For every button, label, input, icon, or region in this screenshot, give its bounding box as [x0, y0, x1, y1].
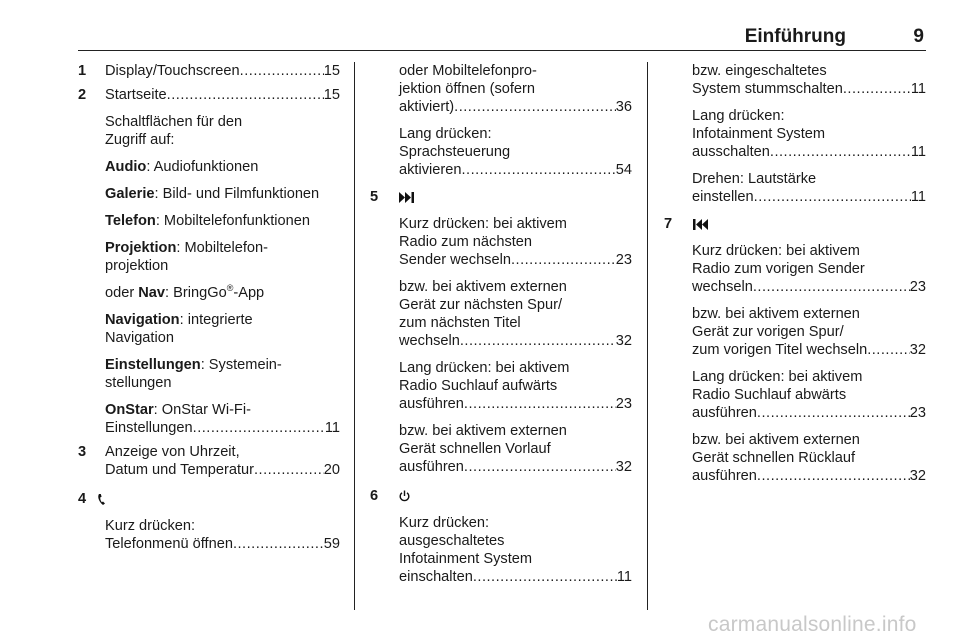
- entry-6: 6 Kurz drücken: ausgeschaltetes Infotainment System einschalten ..... 11: [370, 487, 632, 586]
- function-audio: Audio: Audiofunktionen: [105, 159, 259, 175]
- page-ref[interactable]: 54: [615, 162, 632, 178]
- entry-number: 3: [78, 444, 87, 460]
- index-line: ausführen ..... 32: [399, 458, 632, 476]
- function-galerie: Galerie: Bild- und Filmfunktionen: [105, 186, 320, 202]
- entry-6-continued: bzw. eingeschaltetes System stummschalten ..... 11 Lang drücken: Infotainment System ausschalten ..... 11 Drehen: Lautstärke einstellen ..... 11: [664, 62, 926, 206]
- index-line: System stummschalten ..... 11: [692, 80, 926, 98]
- next-track-icon: [399, 188, 415, 203]
- page-ref[interactable]: 23: [909, 279, 926, 295]
- page-ref[interactable]: 23: [909, 405, 926, 421]
- page-header: [78, 28, 926, 51]
- page-ref[interactable]: 32: [909, 342, 926, 358]
- page-ref[interactable]: 36: [615, 99, 632, 115]
- entry-number: 5: [370, 189, 379, 205]
- entry-5: 5 Kurz drücken: bei aktivem Radio zum nächsten Sender wechseln ..... 23 bzw. bei aktivem externen Gerät zur nächsten Spur/ zum nächsten Titel wechseln ..... 32 Lang drücken: bei aktivem Radio Suchlauf aufwärts ausführen ..... 23 bzw. bei aktivem externen Gerät schnellen Vorlauf ausführen ..... 32: [370, 188, 632, 476]
- page-ref[interactable]: 32: [909, 468, 926, 484]
- index-line: Telefonmenü öffnen ..... 59: [105, 535, 340, 553]
- index-line: aktivieren ..... 54: [399, 161, 632, 179]
- page-ref[interactable]: 11: [324, 420, 340, 436]
- index-line: Sender wechseln ..... 23: [399, 251, 632, 269]
- entry-number: 7: [664, 216, 673, 232]
- watermark: carmanualsonline.info: [708, 613, 917, 636]
- index-line: wechseln ..... 23: [692, 278, 926, 296]
- entry-2: 2 Startseite ..... 15 Schaltflächen für den Zugriff auf: Audio: Audiofunktionen Galerie: Bild- und Filmfunktionen Telefon: Mobiltelefonfunktionen Projektion: Mobiltelefon- projektion oder Nav: BringGo®-App Navigation: integrierte Navigation Einstellungen: Systemein- stellungen OnStar: OnStar Wi-Fi- Einstellungen ..... 11: [78, 86, 340, 437]
- index-line: aktiviert) ..... 36: [399, 98, 632, 116]
- power-icon: [399, 487, 410, 502]
- entry-7: 7 Kurz drücken: bei aktivem Radio zum vorigen Sender wechseln ..... 23 bzw. bei aktivem externen Gerät zur vorigen Spur/ zum vorigen Titel wechseln ..... 32 Lang drücken: bei aktivem Radio Suchlauf abwärts ausführen ..... 23 bzw. bei aktivem externen Gerät schnellen Rücklauf ausführen ..... 32: [664, 215, 926, 485]
- index-line: Startseite ..... 15: [105, 86, 340, 104]
- phone-icon: [97, 490, 107, 506]
- column-2: [370, 62, 632, 586]
- index-line: einstellen ..... 11: [692, 188, 926, 206]
- entry-number: 2: [78, 87, 87, 103]
- page-number: 9: [913, 26, 924, 47]
- entry-number: 1: [78, 63, 87, 79]
- page-title: Einführung: [744, 26, 846, 47]
- page-ref[interactable]: 20: [323, 462, 340, 478]
- entry-3: 3 Anzeige von Uhrzeit, Datum und Temperatur ..... 20: [78, 443, 340, 479]
- index-line: Einstellungen ..... 11: [105, 419, 340, 437]
- page-ref[interactable]: 11: [910, 144, 926, 160]
- page-ref[interactable]: 23: [615, 252, 632, 268]
- index-line: einschalten ..... 11: [399, 568, 632, 586]
- previous-track-icon: [692, 215, 708, 230]
- page-ref[interactable]: 15: [323, 63, 340, 79]
- entry-1: [78, 62, 340, 80]
- page-ref[interactable]: 15: [323, 87, 340, 103]
- function-nav: oder Nav: BringGo®-App: [105, 283, 265, 301]
- index-line: Display/Touchscreen ..... 15: [105, 62, 340, 80]
- column-divider: [647, 62, 648, 610]
- page-ref[interactable]: 32: [615, 333, 632, 349]
- page-ref[interactable]: 32: [615, 459, 632, 475]
- entry-number: 6: [370, 488, 379, 504]
- index-line: ausführen ..... 23: [692, 404, 926, 422]
- function-einstellungen: Einstellungen: Systemein-: [105, 357, 282, 373]
- function-telefon: Telefon: Mobiltelefonfunktionen: [105, 213, 310, 229]
- function-projektion: Projektion: Mobiltelefon-: [105, 240, 269, 256]
- index-line: ausführen ..... 23: [399, 395, 632, 413]
- function-onstar: OnStar: OnStar Wi-Fi-: [105, 402, 251, 418]
- page-ref[interactable]: 23: [615, 396, 632, 412]
- index-line: ausführen ..... 32: [692, 467, 926, 485]
- index-line: wechseln ..... 32: [399, 332, 632, 350]
- index-line: ausschalten ..... 11: [692, 143, 926, 161]
- page-ref[interactable]: 11: [616, 569, 632, 585]
- column-divider: [354, 62, 355, 610]
- page-ref[interactable]: 11: [910, 81, 926, 97]
- function-navigation: Navigation: integrierte: [105, 312, 253, 328]
- index-line: zum vorigen Titel wechseln ..... 32: [692, 341, 926, 359]
- entry-number: 4: [78, 491, 87, 507]
- entry-4: 4 Kurz drücken: Telefonmenü öffnen ..... 59: [78, 490, 340, 553]
- page-ref[interactable]: 59: [323, 536, 340, 552]
- page-ref[interactable]: 11: [910, 189, 926, 205]
- column-1: [78, 62, 340, 553]
- index-line: Datum und Temperatur ..... 20: [105, 461, 340, 479]
- column-3: [664, 62, 926, 485]
- entry-4-continued: oder Mobiltelefonpro- jektion öffnen (sofern aktiviert) ..... 36 Lang drücken: Sprachsteuerung aktivieren ..... 54: [370, 62, 632, 179]
